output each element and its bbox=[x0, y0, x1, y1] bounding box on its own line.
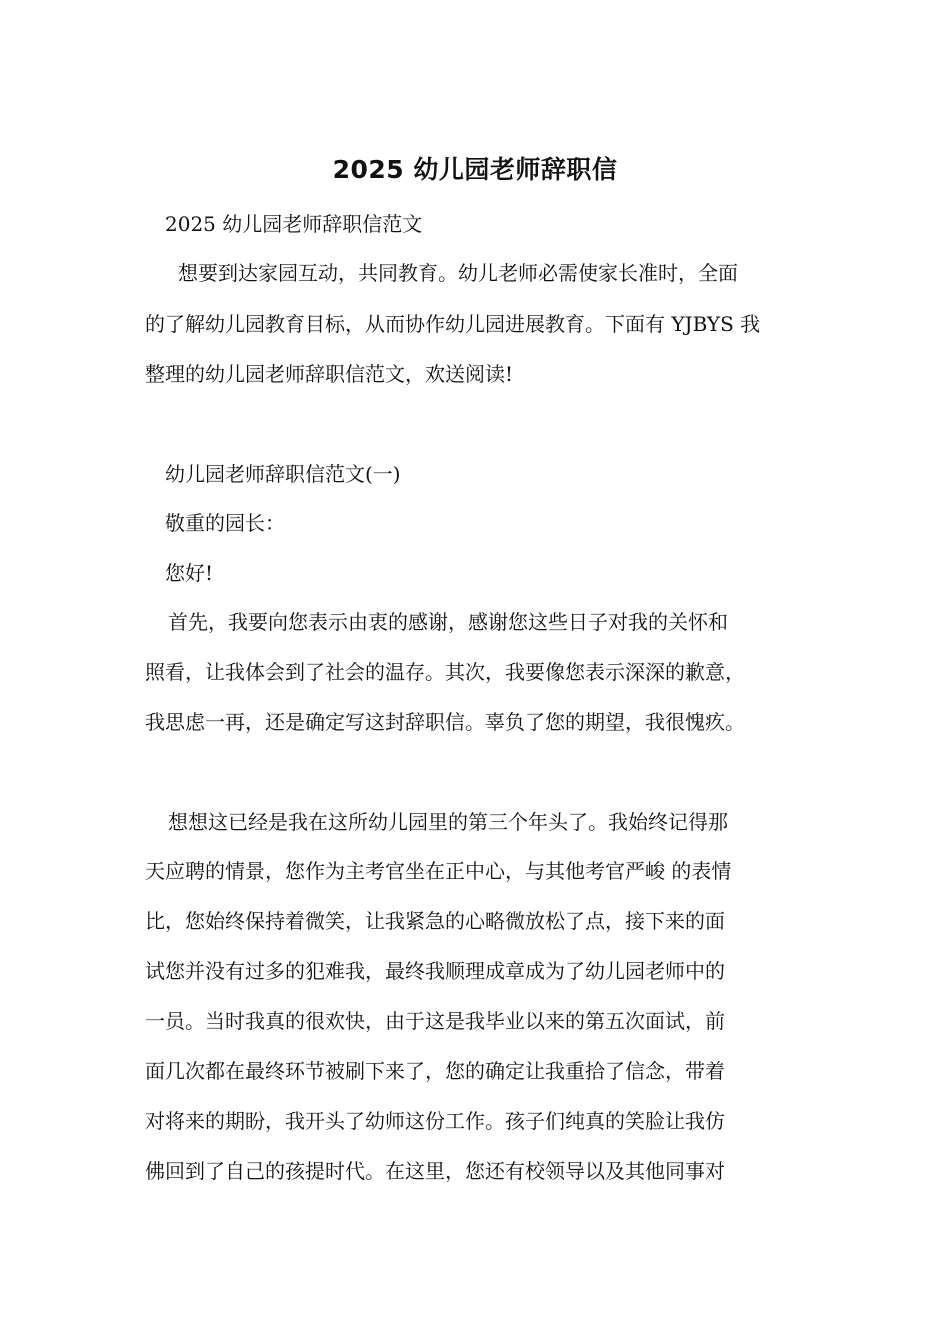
paragraph-line: 想要到达家园互动，共同教育。幼儿老师必需使家长准时，全面 bbox=[178, 261, 738, 285]
document-title: 2025 幼儿园老师辞职信 bbox=[332, 155, 618, 184]
paragraph-line: 佛回到了自己的孩提时代。在这里，您还有校领导以及其他同事对 bbox=[145, 1159, 725, 1183]
paragraph-line: 想想这已经是我在这所幼儿园里的第三个年头了。我始终记得那 bbox=[168, 810, 728, 834]
paragraph-line: 整理的幼儿园老师辞职信范文，欢送阅读! bbox=[145, 362, 514, 386]
paragraph-line: 的了解幼儿园教育目标，从而协作幼儿园进展教育。下面有 YJBYS 我 bbox=[145, 312, 761, 336]
paragraph-line: 我思虑一再，还是确定写这封辞职信。辜负了您的期望，我很愧疚。 bbox=[145, 710, 745, 734]
greeting-line: 您好! bbox=[165, 561, 214, 585]
paragraph-line: 面几次都在最终环节被刷下来了，您的确定让我重拾了信念，带着 bbox=[145, 1059, 725, 1083]
paragraph-line: 对将来的期盼，我开头了幼师这份工作。孩子们纯真的笑脸让我仿 bbox=[145, 1109, 725, 1133]
section-heading: 幼儿园老师辞职信范文(一) bbox=[165, 462, 401, 486]
subtitle-line: 2025 幼儿园老师辞职信范文 bbox=[165, 212, 423, 236]
paragraph-line: 比，您始终保持着微笑，让我紧急的心略微放松了点，接下来的面 bbox=[145, 909, 725, 933]
paragraph-line: 天应聘的情景，您作为主考官坐在正中心，与其他考官严峻 的表情 bbox=[145, 859, 732, 883]
paragraph-line: 照看，让我体会到了社会的温存。其次，我要像您表示深深的歉意， bbox=[145, 660, 745, 684]
paragraph-line: 一员。当时我真的很欢快，由于这是我毕业以来的第五次面试，前 bbox=[145, 1009, 725, 1033]
salutation-line: 敬重的园长： bbox=[165, 511, 285, 535]
paragraph-line: 首先，我要向您表示由衷的感谢，感谢您这些日子对我的关怀和 bbox=[168, 610, 728, 634]
paragraph-line: 试您并没有过多的犯难我，最终我顺理成章成为了幼儿园老师中的 bbox=[145, 959, 725, 983]
